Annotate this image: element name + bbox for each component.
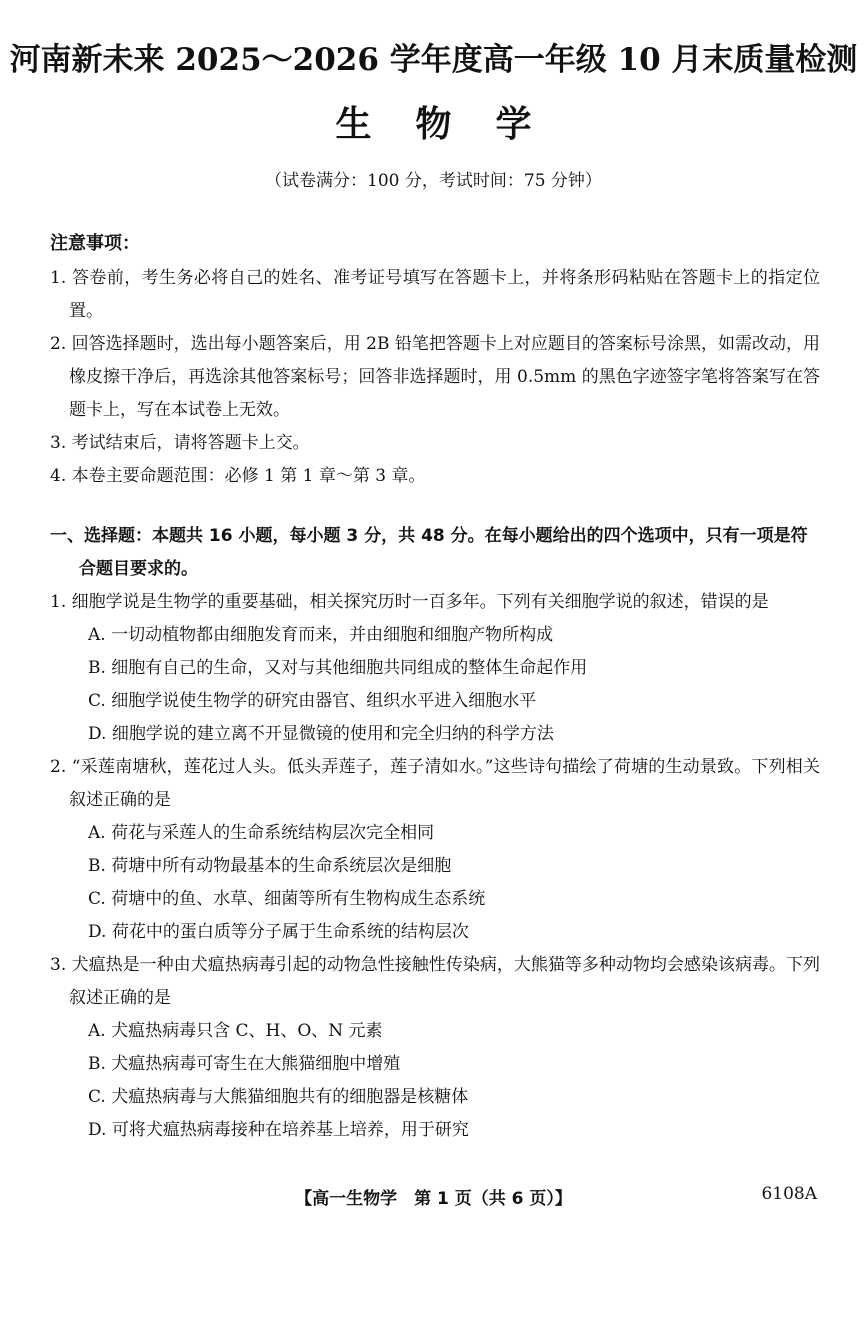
option-a: A. 犬瘟热病毒只含 C、H、O、N 元素 [88,1021,383,1041]
option-d: D. 可将犬瘟热病毒接种在培养基上培养，用于研究 [88,1120,469,1140]
notice-item: 3. 考试结束后，请将答题卡上交。 [50,433,310,453]
paper-code: 6108A [761,1184,817,1204]
option-c: C. 荷塘中的鱼、水草、细菌等所有生物构成生态系统 [88,889,486,909]
option-b: B. 犬瘟热病毒可寄生在大熊猫细胞中增殖 [88,1054,401,1074]
question-stem: 1. 细胞学说是生物学的重要基础，相关探究历时一百多年。下列有关细胞学说的叙述，错误的是 [50,592,769,612]
page-footer-label: 【高一生物学 第 1 页（共 6 页）】 [295,1189,572,1209]
subject-title: 生物学 [335,104,576,145]
notice-item: 1. 答卷前，考生务必将自己的姓名、准考证号填写在答题卡上，并将条形码粘贴在答题卡上的指定位置。 [50,268,820,321]
option-a: A. 荷花与采莲人的生命系统结构层次完全相同 [88,823,435,843]
exam-info: （试卷满分：100 分，考试时间：75 分钟） [265,171,602,191]
notice-heading: 注意事项： [50,233,140,254]
section-heading: 一、选择题：本题共 16 小题，每小题 3 分，共 48 分。在每小题给出的四个选项中，只有一项是符合题目要求的。 [50,526,808,579]
exam-title: 河南新未来 2025～2026 学年度高一年级 10 月末质量检测 [9,42,858,78]
option-a: A. 一切动植物都由细胞发育而来，并由细胞和细胞产物所构成 [88,625,554,645]
notice-list [50,262,820,493]
option-c: C. 犬瘟热病毒与大熊猫细胞共有的细胞器是核糖体 [88,1087,469,1107]
notice-item: 2. 回答选择题时，选出每小题答案后，用 2B 铅笔把答题卡上对应题目的答案标号涂黑，如需改动，用橡皮擦干净后，再选涂其他答案标号；回答非选择题时，用 0.5mm 的黑色字迹签字笔将答案写在答题卡上，写在本试卷上无效。 [50,334,820,420]
option-b: B. 荷塘中所有动物最基本的生命系统层次是细胞 [88,856,452,876]
option-b: B. 细胞有自己的生命，又对与其他细胞共同组成的整体生命起作用 [88,658,588,678]
question-2 [50,751,820,949]
option-c: C. 细胞学说使生物学的研究由器官、组织水平进入细胞水平 [88,691,537,711]
question-1 [50,586,820,751]
question-list [50,586,820,1147]
question-3 [50,949,820,1147]
option-d: D. 荷花中的蛋白质等分子属于生命系统的结构层次 [88,922,469,942]
notice-item: 4. 本卷主要命题范围：必修 1 第 1 章～第 3 章。 [50,466,426,486]
question-stem: 3. 犬瘟热是一种由犬瘟热病毒引起的动物急性接触性传染病，大熊猫等多种动物均会感染该病毒。下列叙述正确的是 [50,955,820,1008]
question-stem: 2. “采莲南塘秋，莲花过人头。低头弄莲子，莲子清如水。”这些诗句描绘了荷塘的生动景致。下列相关叙述正确的是 [50,757,820,810]
option-d: D. 细胞学说的建立离不开显微镜的使用和完全归纳的科学方法 [88,724,554,744]
